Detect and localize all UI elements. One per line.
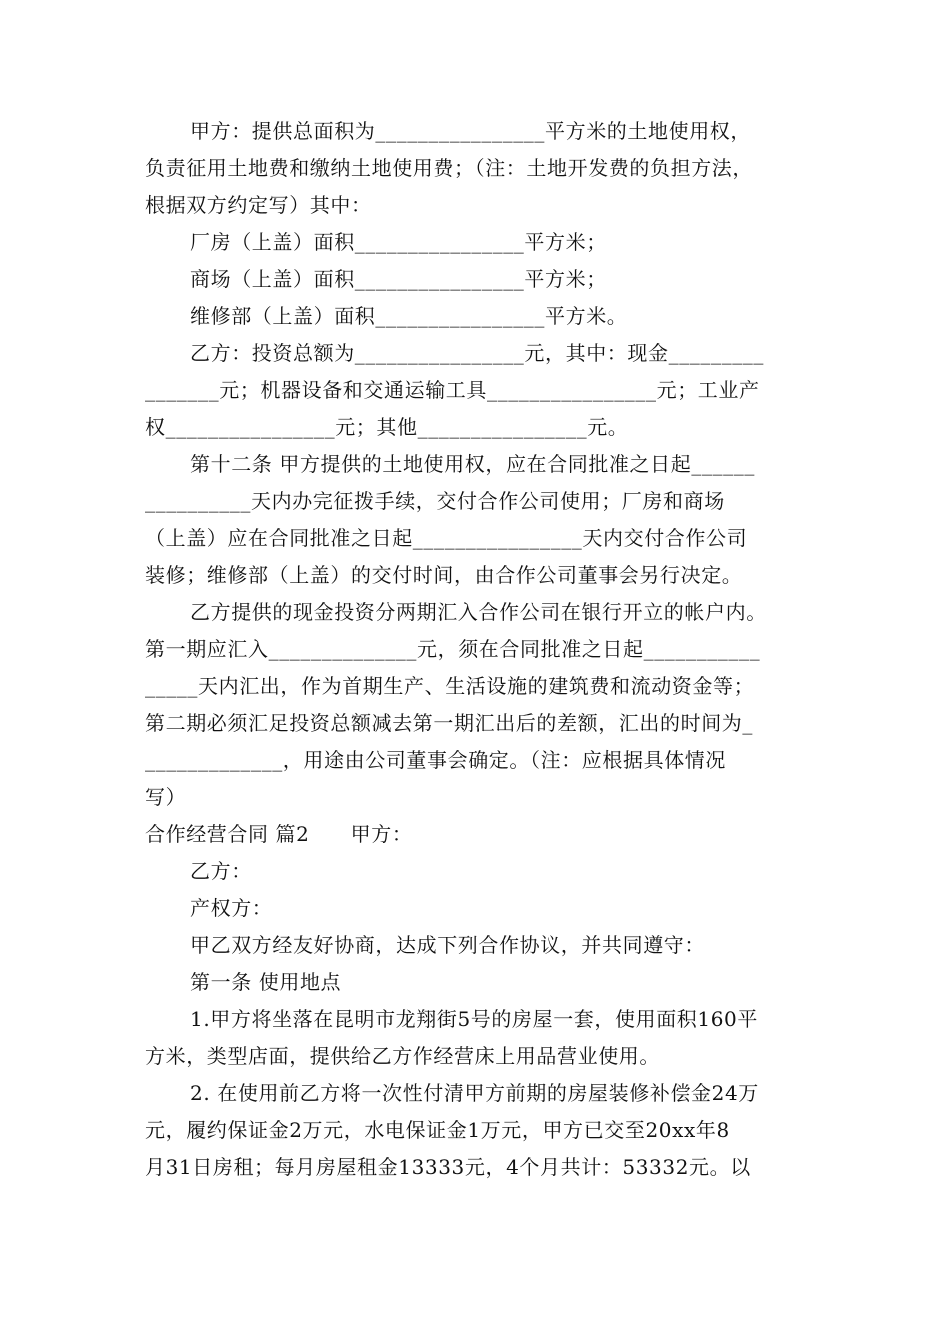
text-line: 厂房（上盖）面积________________平方米； bbox=[190, 230, 607, 254]
text-line: 第二期必须汇足投资总额减去第一期汇出后的差额，汇出的时间为_ bbox=[145, 711, 753, 735]
text-line: 第一期应汇入______________元，须在合同批准之日起___________ bbox=[145, 637, 761, 661]
text-line: 甲乙双方经友好协商，达成下列合作协议，并共同遵守： bbox=[190, 933, 705, 957]
document-page bbox=[145, 113, 815, 1186]
text-line: 第一条 使用地点 bbox=[190, 970, 342, 994]
text-line: 产权方： bbox=[190, 896, 273, 920]
text-line: 元，履约保证金2万元，水电保证金1万元，甲方已交至20xx年8 bbox=[145, 1118, 730, 1142]
text-line: 1.甲方将坐落在昆明市龙翔街5号的房屋一套，使用面积160平 bbox=[190, 1007, 758, 1031]
text-line: __________天内办完征拨手续，交付合作公司使用；厂房和商场 bbox=[145, 489, 725, 513]
text-line: 维修部（上盖）面积________________平方米。 bbox=[190, 304, 628, 328]
text-line: _______元；机器设备和交通运输工具________________元；工业产 bbox=[145, 378, 760, 402]
text-line: _____天内汇出，作为首期生产、生活设施的建筑费和流动资金等； bbox=[145, 674, 755, 698]
text-line: （上盖）应在合同批准之日起________________天内交付合作公司 bbox=[145, 526, 748, 550]
text-line: 方米，类型店面，提供给乙方作经营床上用品营业使用。 bbox=[145, 1044, 660, 1068]
text-line: 根据双方约定写）其中： bbox=[145, 193, 372, 217]
text-line: 写） bbox=[145, 785, 187, 809]
text-line: 商场（上盖）面积________________平方米； bbox=[190, 267, 607, 291]
text-line: 装修；维修部（上盖）的交付时间，由合作公司董事会另行决定。 bbox=[145, 563, 743, 587]
text-line: 2. 在使用前乙方将一次性付清甲方前期的房屋装修补偿金24万 bbox=[190, 1081, 759, 1105]
text-line: 月31日房租；每月房屋租金13333元，4个月共计：53332元。以 bbox=[145, 1155, 751, 1179]
text-line: 乙方提供的现金投资分两期汇入合作公司在银行开立的帐户内。 bbox=[190, 600, 767, 624]
text-line: _____________，用途由公司董事会确定。（注：应根据具体情况 bbox=[145, 748, 726, 772]
text-line: 乙方：投资总额为________________元，其中：现金_________ bbox=[190, 341, 764, 365]
text-line: 乙方： bbox=[190, 859, 252, 883]
text-line: 甲方：提供总面积为________________平方米的土地使用权， bbox=[190, 119, 751, 143]
text-line: 合作经营合同 篇2 甲方： bbox=[145, 822, 413, 846]
text-line: 第十二条 甲方提供的土地使用权，应在合同批准之日起______ bbox=[190, 452, 755, 476]
text-line: 权________________元；其他________________元。 bbox=[145, 415, 629, 439]
text-line: 负责征用土地费和缴纳土地使用费；（注：土地开发费的负担方法， bbox=[145, 156, 753, 180]
